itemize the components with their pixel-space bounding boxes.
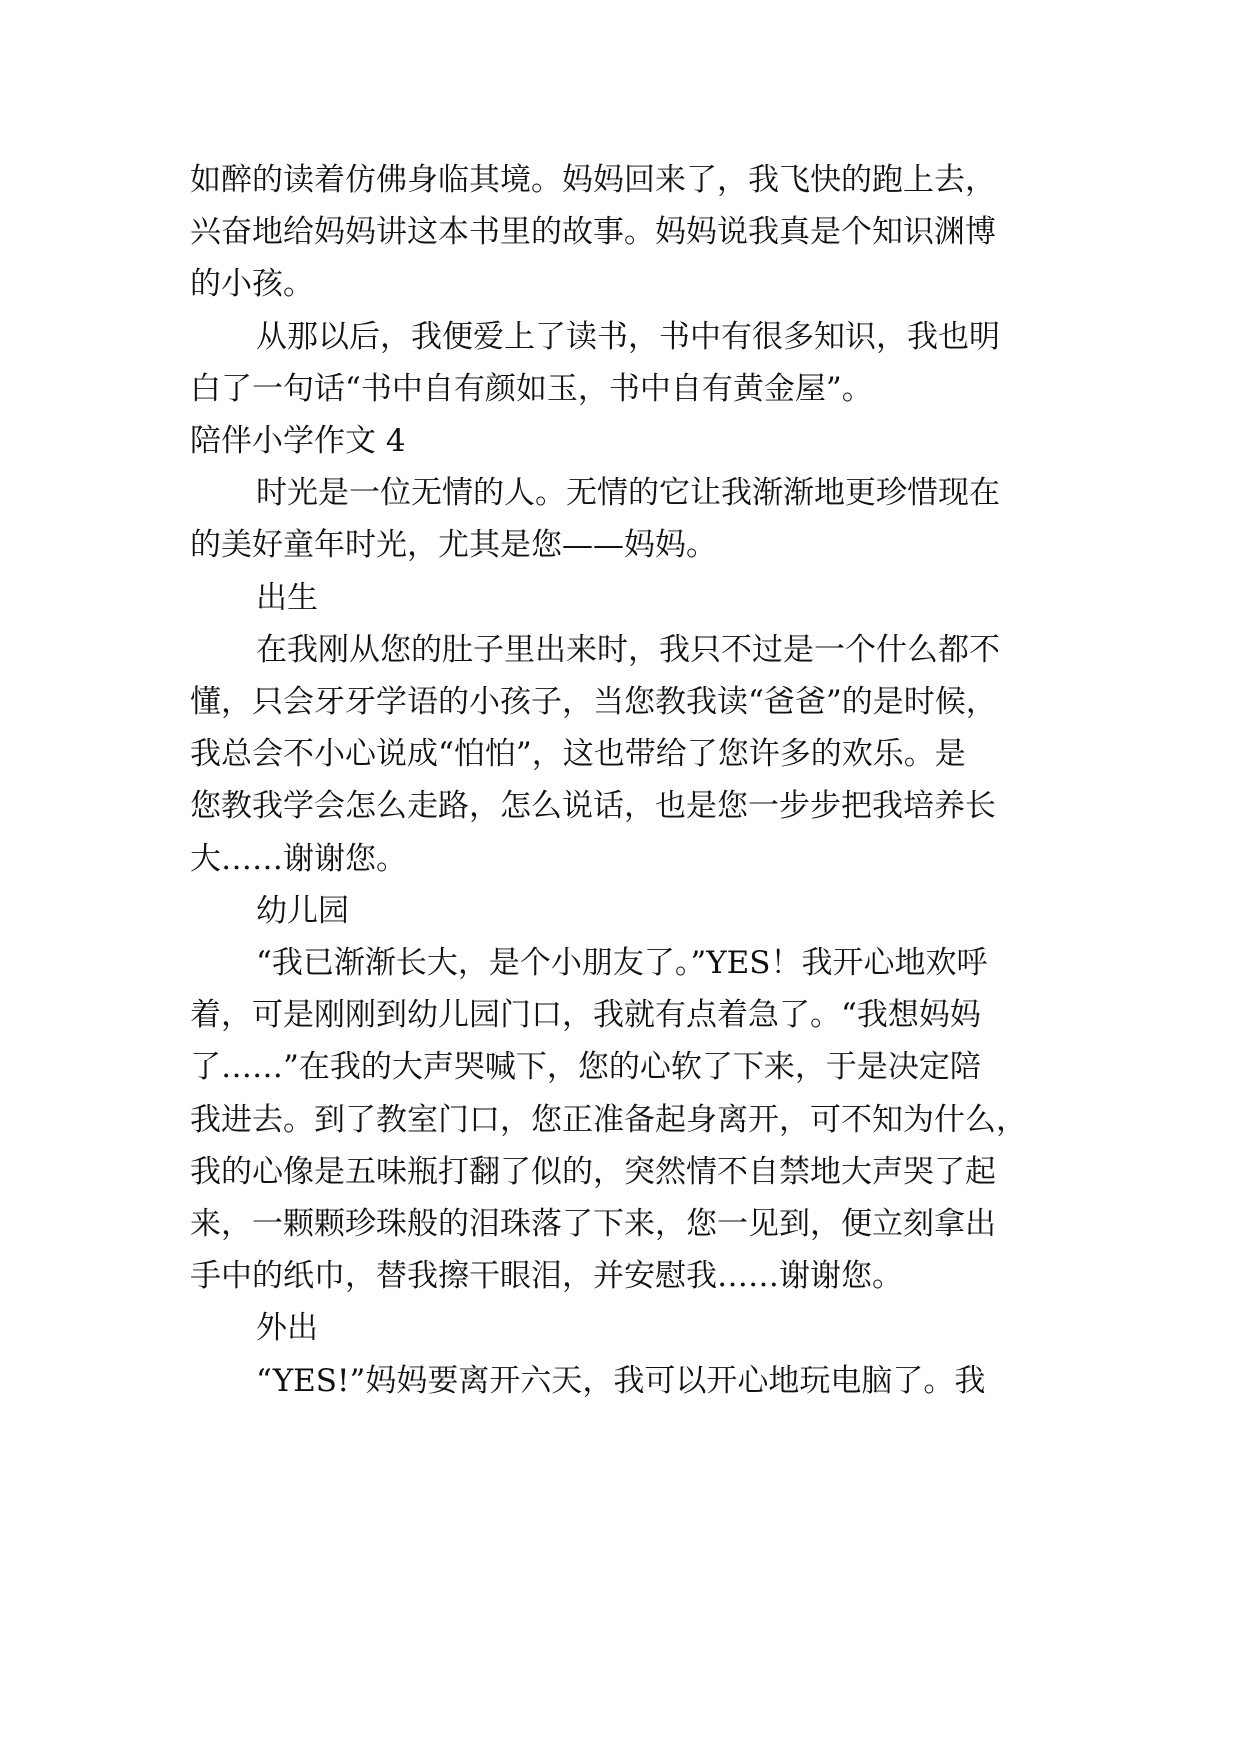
text-line: 如醉的读着仿佛身临其境。妈妈回来了，我飞快的跑上去， — [190, 162, 996, 198]
text-line: 幼儿园 — [256, 892, 349, 929]
text-line: “YES!”妈妈要离开六天，我可以开心地玩电脑了。我 — [256, 1362, 986, 1399]
text-line: 在我刚从您的肚子里出来时，我只不过是一个什么都不 — [256, 631, 1000, 668]
text-line: “我已渐渐长大，是个小朋友了。”YES！我开心地欢呼 — [256, 945, 988, 981]
text-line: 时光是一位无情的人。无情的它让我渐渐地更珍惜现在 — [256, 475, 1000, 512]
text-line: 白了一句话“书中自有颜如玉，书中自有黄金屋”。 — [190, 370, 873, 407]
text-line: 我总会不小心说成“怕怕”，这也带给了您许多的欢乐。是 — [190, 736, 966, 773]
text-line: 的小孩。 — [190, 266, 314, 303]
section-heading: 陪伴小学作文 4 — [190, 423, 406, 459]
text-line: 兴奋地给妈妈讲这本书里的故事。妈妈说我真是个知识渊博 — [190, 214, 996, 251]
text-line: 外出 — [256, 1310, 318, 1347]
text-line: 懂，只会牙牙学语的小孩子，当您教我读“爸爸”的是时候， — [190, 684, 997, 720]
text-line: 我进去。到了教室门口，您正准备起身离开，可不知为什么， — [190, 1101, 1027, 1138]
text-line: 出生 — [256, 579, 318, 616]
text-line: 从那以后，我便爱上了读书，书中有很多知识，我也明 — [256, 318, 1000, 355]
text-line: 手中的纸巾，替我擦干眼泪，并安慰我……谢谢您。 — [190, 1258, 903, 1295]
text-line: 来，一颗颗珍珠般的泪珠落了下来，您一见到，便立刻拿出 — [190, 1206, 996, 1242]
text-line: 的美好童年时光，尤其是您——妈妈。 — [190, 527, 717, 564]
text-line: 大……谢谢您。 — [190, 840, 407, 877]
text-line: 了……”在我的大声哭喊下，您的心软了下来，于是决定陪 — [190, 1049, 981, 1086]
text-line: 我的心像是五味瓶打翻了似的，突然情不自禁地大声哭了起 — [190, 1153, 996, 1190]
text-line: 您教我学会怎么走路，怎么说话，也是您一步步把我培养长 — [190, 788, 996, 825]
text-line: 着，可是刚刚到幼儿园门口，我就有点着急了。“我想妈妈 — [190, 997, 981, 1034]
